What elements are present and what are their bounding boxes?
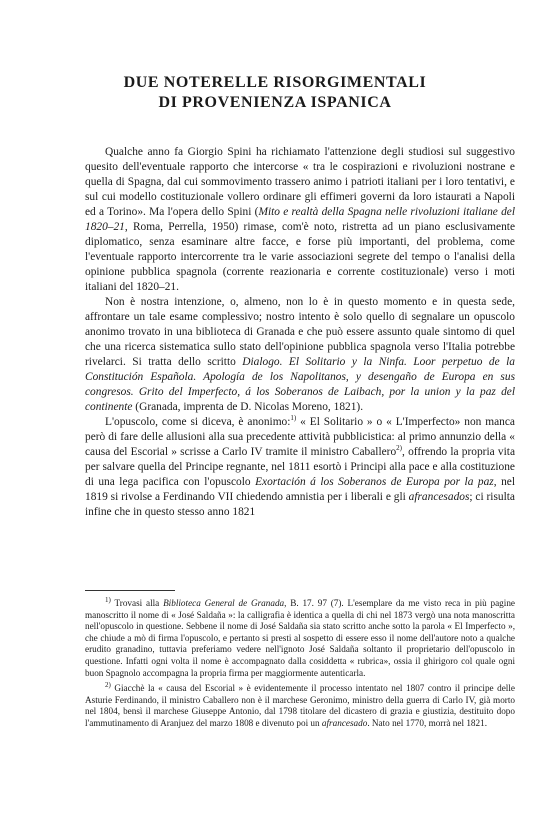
footnote-1-text-a: Trovasi alla — [110, 598, 164, 608]
paragraph-1-text-c: , Roma, Perrella, 1950) rimase, com'è noto, ristretta ad un piano esclusivamente diplomatico, senza esaminare altre facce, e forse più importanti, del problema, come l'eventuale rapporto intercorrente tra le varie associazioni segrete del tempo o l'analisi della opinione pubblica spagnola (corrente reazionaria e corrente costituzionale) verso i moti italiani del 1820–21. — [85, 221, 515, 293]
footnote-divider — [85, 590, 175, 591]
paragraph-1-text-a: Qualche anno fa Giorgio Spini ha richiamato l'attenzione degli studiosi sul suggestivo quesito dell'eventuale rapporto che intercorse « tra le cospirazioni e rivoluzioni nostrane e quella di Spagna, dal cui sommovimento trassero animo i patrioti italiani per i loro tentativi, e sul cui modello costituzionale vollero ordinare gli effimeri governi da loro istaurati a Napoli ed a Torino». Ma l'opera dello Spini ( — [85, 146, 515, 218]
footnote-1 — [85, 595, 515, 679]
paragraph-2-text-a: Non è nostra intenzione, o, almeno, non lo è in questo momento e in questa sede, affrontare un tale esame complessivo; nostro intento è solo quello di segnalare un opuscolo anonimo trovato in una biblioteca di Granada e che può essere assunto quale sintomo di quel che una ricerca sistematica sullo stato dell'opinione pubblica spagnola verso l'Italia potrebbe rivelarci. Si tratta dello scritto — [85, 296, 515, 368]
footnote-2-text-c: . Nato nel 1770, morrà nel 1821. — [367, 717, 487, 728]
paragraph-3 — [85, 415, 515, 520]
paragraph-3-text-g: ; ci risulta infine che in questo stesso anno 1821 — [85, 491, 515, 518]
title-line-1: DUE NOTERELLE RISORGIMENTALI — [123, 74, 427, 91]
paragraph-1-book-title: Mito e realtà della Spagna nelle rivoluzioni italiane del 1820–21 — [85, 206, 515, 233]
paragraph-3-afrancesados: afrancesados — [408, 491, 470, 503]
footnote-2-number: 2) — [105, 681, 111, 690]
footnote-1-number: 1) — [105, 595, 111, 604]
footnote-ref-2: 2) — [396, 444, 403, 453]
paragraph-3-text-e: , nel 1819 si rivolse a Ferdinando VII chiedendo amnistia per i liberali e gli — [85, 476, 515, 503]
paragraph-2 — [85, 295, 515, 415]
footnote-1-text-c: , B. 17. 97 (7). L'esemplare da me visto reca in più pagine manoscritto il nome di « José Saldaña »: la calligrafia è identica a quella di chi nel 1873 vergò una nota manoscritta nell'opuscolo in questione. Sebbene il nome di José Saldaña sia stato scritto anche sotto la parola « El Imperfecto », che chiude a mò di firma l'opuscolo, e pertanto si presti al sospetto di essere esso il nome dell'autore noto a qualche erudito granadino, tuttavia preferiamo vedere nell'ignoto José Saldaña soltanto il proprietario dell'opuscolo in questione. Infatti ogni volta il nome è accompagnato dalla cosiddetta « rubrica», ossia il ghirigoro col quale ogni buon Spagnolo accompagna la propria firma per maggiormente autenticarla. — [85, 598, 515, 678]
paragraph-3-text-a: L'opuscolo, come si diceva, è anonimo: — [105, 416, 291, 428]
paragraph-3-pamphlet-title: Exortación á los Soberanos de Europa por la paz — [255, 476, 494, 488]
footnote-2-text-a: Giacchè la « causa del Escorial » è evidentemente il processo intentato nel 1807 contro il principe delle Asturie Ferdinando, il ministro Caballero non è il marchese Geronimo, ministro della guerra di Carlo IV, già morto nel 1804, bensì il marchese Giuseppe Antonio, dal 1798 titolare del dicastero di grazia e giustizia, destituito dopo l'ammutinamento di Aranjuez del marzo 1808 e divenuto poi un — [85, 683, 515, 728]
footnote-1-library: Biblioteca General de Granada — [163, 598, 285, 608]
footnote-ref-1: 1) — [290, 414, 297, 423]
paragraph-1 — [85, 145, 515, 295]
body-text — [85, 145, 515, 520]
paragraph-3-text-b: « El Solitario » o « L'Imperfecto» non manca però di fare delle allusioni alla sua precedente attività pubblicistica: al primo annunzio della « causa del Escorial » scrisse a Carlo IV tramite il ministro Caballero — [85, 416, 515, 458]
paragraph-2-pamphlet-title: Dialogo. El Solitario y la Ninfa. Loor perpetuo de la Constitución Española. Apología de los Napolitanos, y desengaño de Europa en sus congresos. Grito del Imperfecto, á los Soberanos de Laibach, por la union y la paz del continente — [85, 356, 515, 413]
footnote-2 — [85, 683, 515, 729]
paragraph-2-text-c: (Granada, imprenta de D. Nicolas Moreno, 1821). — [132, 401, 364, 413]
footnotes — [85, 595, 515, 734]
paragraph-3-text-c: , offrendo la propria vita per salvare quella del Principe regnante, nel 1811 esortò i Principi alla pace e alla costituzione di una lega pacifica con l'opuscolo — [85, 446, 515, 488]
title-line-2: DI PROVENIENZA ISPANICA — [158, 94, 392, 111]
footnote-2-afrancesado: afrancesado — [321, 717, 368, 728]
